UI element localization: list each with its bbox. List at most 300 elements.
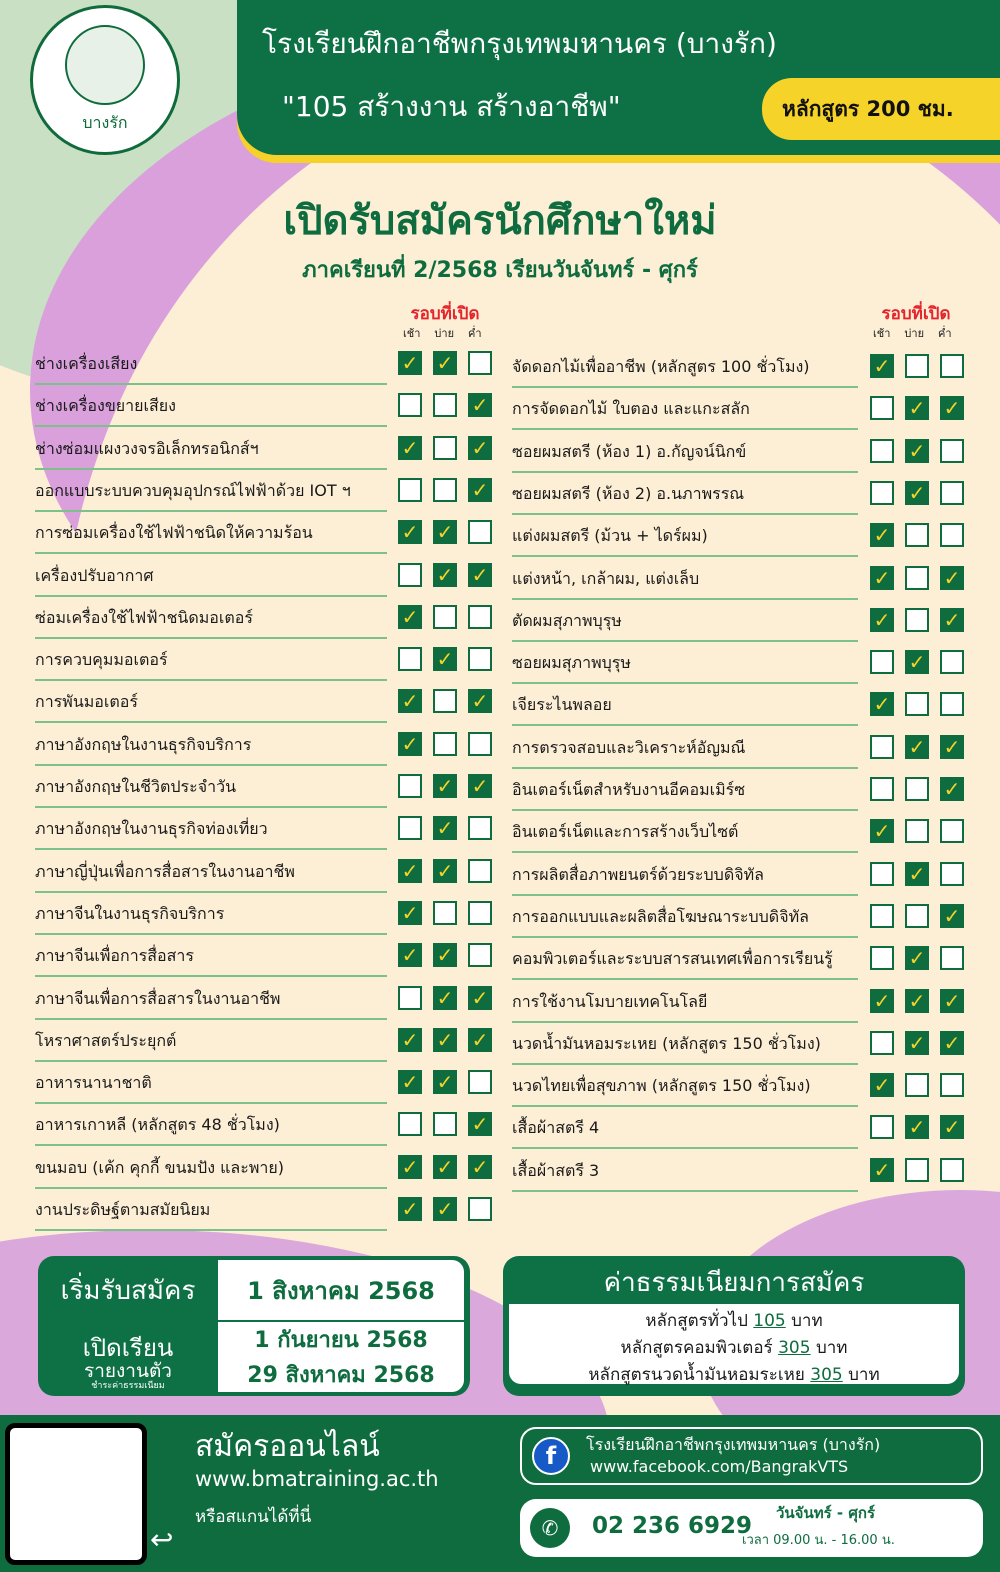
row-divider	[512, 1021, 858, 1023]
checkmark-icon: ✓	[908, 1115, 926, 1140]
course-row	[35, 901, 498, 935]
row-divider	[512, 513, 858, 515]
checkbox-afternoon[interactable]	[433, 436, 457, 460]
course-row	[512, 1073, 970, 1107]
checkbox-afternoon[interactable]	[433, 943, 457, 967]
checkbox-morning[interactable]	[398, 1028, 422, 1052]
checkmark-icon: ✓	[401, 689, 419, 714]
row-divider	[512, 809, 858, 811]
checkbox-afternoon[interactable]	[905, 946, 929, 970]
checkbox-afternoon[interactable]	[433, 859, 457, 883]
checkbox-evening[interactable]	[468, 1028, 492, 1052]
checkbox-morning[interactable]	[870, 481, 894, 505]
checkbox-evening[interactable]	[940, 1115, 964, 1139]
course-row	[512, 777, 970, 811]
checkbox-morning[interactable]	[870, 523, 894, 547]
row-divider	[35, 425, 387, 427]
checkmark-icon: ✓	[873, 607, 891, 632]
rounds-heading: รอบที่เปิด	[410, 304, 480, 324]
row-divider	[35, 595, 387, 597]
course-row	[512, 819, 970, 853]
checkbox-morning[interactable]	[398, 1197, 422, 1221]
course-name: การซ่อมเครื่องใช้ไฟฟ้าชนิดให้ความร้อน	[35, 523, 313, 543]
checkmark-icon: ✓	[873, 565, 891, 590]
checkbox-afternoon[interactable]	[433, 393, 457, 417]
row-divider	[35, 1144, 387, 1146]
checkbox-evening[interactable]	[940, 1073, 964, 1097]
checkbox-evening[interactable]	[468, 478, 492, 502]
row-divider	[512, 851, 858, 853]
row-divider	[512, 1147, 858, 1149]
checkbox-afternoon[interactable]	[433, 689, 457, 713]
evening-label: ค่ำ	[938, 327, 952, 340]
checkmark-icon: ✓	[873, 819, 891, 844]
course-name: ออกแบบระบบควบคุมอุปกรณ์ไฟฟ้าด้วย IOT ฯ	[35, 480, 351, 500]
course-row	[35, 605, 498, 639]
facebook-url[interactable]: www.facebook.com/BangrakVTS	[590, 1457, 849, 1476]
course-row	[512, 1115, 970, 1149]
course-name: ซอยผมสุภาพบุรุษ	[512, 653, 631, 673]
course-row	[35, 859, 498, 893]
afternoon-label: บ่าย	[904, 327, 925, 340]
course-row	[512, 1031, 970, 1065]
checkmark-icon: ✓	[873, 523, 891, 548]
checkbox-afternoon[interactable]	[433, 563, 457, 587]
checkbox-evening[interactable]	[940, 354, 964, 378]
checkbox-evening[interactable]	[468, 351, 492, 375]
checkmark-icon: ✓	[471, 1154, 489, 1179]
round-labels	[403, 324, 482, 342]
checkbox-morning[interactable]	[870, 946, 894, 970]
checkbox-evening[interactable]	[468, 774, 492, 798]
checkbox-morning[interactable]	[870, 1031, 894, 1055]
row-divider	[512, 471, 858, 473]
course-row	[512, 481, 970, 515]
row-divider	[512, 767, 858, 769]
course-row	[35, 351, 498, 385]
checkbox-morning[interactable]	[398, 774, 422, 798]
checkmark-icon: ✓	[471, 985, 489, 1010]
course-row	[35, 1197, 498, 1231]
checkmark-icon: ✓	[401, 731, 419, 756]
course-row	[512, 523, 970, 557]
fees-title: ค่าธรรมเนียมการสมัคร	[603, 1268, 865, 1298]
checkbox-evening[interactable]	[940, 819, 964, 843]
checkbox-morning[interactable]	[870, 904, 894, 928]
checkbox-evening[interactable]	[468, 647, 492, 671]
checkbox-evening[interactable]	[940, 396, 964, 420]
course-name: ซอยผมสตรี (ห้อง 1) อ.กัญจน์นิกข์	[512, 441, 747, 461]
office-days: วันจันทร์ - ศุกร์	[776, 1504, 875, 1522]
checkmark-icon: ✓	[908, 396, 926, 421]
checkbox-morning[interactable]	[870, 396, 894, 420]
checkmark-icon: ✓	[471, 393, 489, 418]
checkmark-icon: ✓	[943, 903, 961, 928]
row-divider	[512, 386, 858, 388]
course-row	[512, 608, 970, 642]
checkbox-evening[interactable]	[468, 1197, 492, 1221]
checkbox-morning[interactable]	[398, 859, 422, 883]
checkbox-morning[interactable]	[398, 520, 422, 544]
logo-text: บางรัก	[82, 112, 128, 132]
checkbox-evening[interactable]	[940, 692, 964, 716]
checkbox-afternoon[interactable]	[433, 478, 457, 502]
row-divider	[512, 1105, 858, 1107]
checkbox-evening[interactable]	[940, 904, 964, 928]
checkbox-morning[interactable]	[870, 862, 894, 886]
checkbox-afternoon[interactable]	[905, 777, 929, 801]
checkbox-evening[interactable]	[940, 1158, 964, 1182]
course-name: ช่างซ่อมแผงวงจรอิเล็กทรอนิกส์ฯ	[35, 438, 259, 458]
course-name: จัดดอกไม้เพื่ออาชีพ (หลักสูตร 100 ชั่วโมง)	[512, 357, 810, 376]
afternoon-label: บ่าย	[434, 327, 455, 340]
course-row	[35, 689, 498, 723]
checkbox-morning[interactable]	[398, 478, 422, 502]
row-divider	[35, 764, 387, 766]
course-name: การตรวจสอบและวิเคราะห์อัญมณี	[512, 737, 746, 757]
checkbox-morning[interactable]	[870, 692, 894, 716]
checkbox-morning[interactable]	[870, 354, 894, 378]
course-row	[35, 1028, 498, 1062]
checkmark-icon: ✓	[401, 900, 419, 925]
row-divider	[35, 806, 387, 808]
course-name: ซอยผมสตรี (ห้อง 2) อ.นภาพรรณ	[512, 483, 745, 503]
course-row	[35, 436, 498, 470]
website-link[interactable]: www.bmatraining.ac.th	[195, 1467, 439, 1491]
checkbox-afternoon[interactable]	[433, 732, 457, 756]
school-logo	[30, 5, 180, 155]
course-name: ภาษาจีนในงานธุรกิจบริการ	[35, 903, 225, 923]
phone-number[interactable]: 02 236 6929	[592, 1513, 753, 1539]
checkmark-icon: ✓	[873, 354, 891, 378]
checkbox-afternoon[interactable]	[433, 647, 457, 671]
checkbox-afternoon[interactable]	[433, 816, 457, 840]
checkbox-evening[interactable]	[468, 520, 492, 544]
course-name: ภาษาจีนเพื่อการสื่อสารในงานอาชีพ	[35, 988, 281, 1008]
row-divider	[35, 468, 387, 470]
checkbox-evening[interactable]	[468, 901, 492, 925]
checkbox-afternoon[interactable]	[905, 354, 929, 378]
checkbox-evening[interactable]	[940, 777, 964, 801]
course-name: การพันมอเตอร์	[35, 692, 138, 712]
course-row	[35, 816, 498, 850]
checkbox-evening[interactable]	[940, 608, 964, 632]
checkbox-afternoon[interactable]	[433, 901, 457, 925]
checkbox-morning[interactable]	[870, 1115, 894, 1139]
course-name: การจัดดอกไม้ ใบตอง และแกะสลัก	[512, 399, 750, 419]
facebook-name: โรงเรียนฝึกอาชีพกรุงเทพมหานคร (บางรัก)	[586, 1435, 881, 1454]
checkbox-afternoon[interactable]	[905, 735, 929, 759]
checkbox-afternoon[interactable]	[905, 989, 929, 1013]
open-date: 1 กันยายน 2568	[218, 1322, 464, 1356]
row-divider	[35, 933, 387, 935]
checkbox-morning[interactable]	[398, 393, 422, 417]
checkbox-evening[interactable]	[940, 439, 964, 463]
checkbox-afternoon[interactable]	[433, 1112, 457, 1136]
course-name: นวดน้ำมันหอมระเหย (หลักสูตร 150 ชั่วโมง)	[512, 1033, 821, 1053]
checkmark-icon: ✓	[943, 1030, 961, 1055]
course-row	[35, 647, 498, 681]
open-label: เปิดเรียน	[82, 1334, 174, 1362]
checkbox-morning[interactable]	[870, 439, 894, 463]
row-divider	[512, 598, 858, 600]
checkbox-morning[interactable]	[398, 732, 422, 756]
checkmark-icon: ✓	[873, 1073, 891, 1098]
checkmark-icon: ✓	[471, 477, 489, 502]
course-name: เสื้อผ้าสตรี 4	[512, 1118, 600, 1138]
checkbox-afternoon[interactable]	[905, 692, 929, 716]
checkmark-icon: ✓	[436, 774, 454, 798]
school-name: โรงเรียนฝึกอาชีพกรุงเทพมหานคร (บางรัก)	[262, 27, 777, 60]
checkmark-icon: ✓	[908, 438, 926, 463]
checkbox-evening[interactable]	[940, 946, 964, 970]
row-divider	[35, 891, 387, 893]
checkbox-afternoon[interactable]	[433, 1197, 457, 1221]
row-divider	[35, 975, 387, 977]
checkbox-morning[interactable]	[398, 689, 422, 713]
course-row	[512, 396, 970, 430]
arrow-icon: ↩	[150, 1523, 174, 1556]
course-name: แต่งหน้า, เกล้าผม, แต่งเล็บ	[512, 568, 700, 588]
course-name: โหราศาสตร์ประยุกต์	[35, 1030, 177, 1050]
fee-item	[509, 1308, 959, 1335]
checkmark-icon: ✓	[873, 1157, 891, 1182]
checkbox-evening[interactable]	[468, 1070, 492, 1094]
checkbox-evening[interactable]	[940, 523, 964, 547]
row-divider	[512, 640, 858, 642]
checkmark-icon: ✓	[908, 988, 926, 1013]
course-name: เจียระไนพลอย	[512, 695, 612, 715]
checkbox-morning[interactable]	[398, 605, 422, 629]
course-row	[35, 1112, 498, 1146]
row-divider	[512, 978, 858, 980]
checkmark-icon: ✓	[436, 816, 454, 841]
checkbox-evening[interactable]	[468, 816, 492, 840]
checkbox-morning[interactable]	[398, 901, 422, 925]
checkbox-evening[interactable]	[468, 689, 492, 713]
evening-label: ค่ำ	[468, 327, 482, 340]
round-labels	[873, 324, 952, 342]
checkmark-icon: ✓	[436, 647, 454, 672]
row-divider	[512, 682, 858, 684]
row-divider	[35, 637, 387, 639]
qr-code[interactable]	[5, 1423, 147, 1565]
checkbox-afternoon[interactable]	[905, 439, 929, 463]
checkbox-morning[interactable]	[398, 436, 422, 460]
checkbox-afternoon[interactable]	[905, 566, 929, 590]
course-name: ซ่อมเครื่องใช้ไฟฟ้าชนิดมอเตอร์	[35, 607, 253, 627]
checkmark-icon: ✓	[436, 1027, 454, 1052]
checkmark-icon: ✓	[401, 1154, 419, 1179]
checkmark-icon: ✓	[908, 480, 926, 505]
checkbox-afternoon[interactable]	[905, 904, 929, 928]
course-row	[35, 986, 498, 1020]
facebook-icon: f	[532, 1437, 570, 1475]
header-banner	[237, 0, 1000, 163]
checkbox-morning[interactable]	[398, 816, 422, 840]
course-row	[512, 735, 970, 769]
fee-item	[509, 1335, 959, 1362]
report-date: 29 สิงหาคม 2568	[218, 1356, 464, 1392]
checkbox-morning[interactable]	[870, 1158, 894, 1182]
course-name: งานประดิษฐ์ตามสมัยนิยม	[35, 1200, 211, 1219]
checkbox-afternoon[interactable]	[433, 1155, 457, 1179]
checkbox-evening[interactable]	[940, 735, 964, 759]
checkbox-evening[interactable]	[468, 732, 492, 756]
course-name: การควบคุมมอเตอร์	[35, 650, 168, 670]
fees-list	[509, 1304, 959, 1384]
checkbox-morning[interactable]	[870, 566, 894, 590]
row-divider	[35, 1102, 387, 1104]
checkmark-icon: ✓	[908, 734, 926, 759]
course-row	[35, 943, 498, 977]
checkbox-afternoon[interactable]	[905, 523, 929, 547]
checkmark-icon: ✓	[436, 1197, 454, 1221]
course-name: ตัดผมสุภาพบุรุษ	[512, 610, 622, 630]
checkbox-evening[interactable]	[468, 1155, 492, 1179]
checkmark-icon: ✓	[436, 858, 454, 883]
checkbox-evening[interactable]	[940, 1031, 964, 1055]
checkmark-icon: ✓	[436, 520, 454, 545]
checkmark-icon: ✓	[436, 562, 454, 587]
checkbox-morning[interactable]	[870, 735, 894, 759]
phone-box	[520, 1499, 983, 1557]
checkmark-icon: ✓	[401, 1027, 419, 1052]
course-name: การผลิตสื่อภาพยนตร์ด้วยระบบดิจิทัล	[512, 864, 764, 884]
checkbox-afternoon[interactable]	[433, 520, 457, 544]
checkbox-afternoon[interactable]	[905, 608, 929, 632]
course-name: ภาษาจีนเพื่อการสื่อสาร	[35, 946, 194, 966]
checkmark-icon: ✓	[943, 734, 961, 759]
checkmark-icon: ✓	[401, 435, 419, 460]
checkbox-afternoon[interactable]	[905, 650, 929, 674]
checkbox-afternoon[interactable]	[905, 862, 929, 886]
checkbox-afternoon[interactable]	[905, 396, 929, 420]
checkbox-morning[interactable]	[870, 989, 894, 1013]
checkbox-evening[interactable]	[468, 859, 492, 883]
row-divider	[512, 555, 858, 557]
checkmark-icon: ✓	[943, 1115, 961, 1140]
checkbox-evening[interactable]	[940, 566, 964, 590]
fee-unit: บาท	[848, 1365, 880, 1385]
checkmark-icon: ✓	[401, 1070, 419, 1095]
checkbox-morning[interactable]	[870, 1073, 894, 1097]
checkbox-evening[interactable]	[940, 989, 964, 1013]
checkbox-afternoon[interactable]	[905, 1073, 929, 1097]
page-subtitle: ภาคเรียนที่ 2/2568 เรียนวันจันทร์ - ศุกร์	[302, 258, 698, 283]
checkbox-afternoon[interactable]	[433, 774, 457, 798]
checkbox-evening[interactable]	[940, 862, 964, 886]
checkbox-afternoon[interactable]	[433, 986, 457, 1010]
course-name: ภาษาอังกฤษในงานธุรกิจท่องเที่ยว	[35, 819, 268, 839]
checkbox-evening[interactable]	[468, 436, 492, 460]
dates-box	[38, 1256, 470, 1396]
apply-online-label: สมัครออนไลน์	[195, 1429, 380, 1464]
checkbox-morning[interactable]	[870, 608, 894, 632]
checkbox-morning[interactable]	[870, 650, 894, 674]
checkbox-afternoon[interactable]	[433, 1070, 457, 1094]
checkmark-icon: ✓	[401, 520, 419, 545]
checkbox-evening[interactable]	[940, 481, 964, 505]
checkbox-evening[interactable]	[468, 605, 492, 629]
row-divider	[35, 552, 387, 554]
row-divider	[35, 679, 387, 681]
checkbox-evening[interactable]	[468, 943, 492, 967]
checkmark-icon: ✓	[401, 604, 419, 629]
course-row	[512, 566, 970, 600]
fee-amount: 105	[753, 1311, 786, 1331]
report-label: รายงานตัว	[84, 1360, 172, 1382]
checkbox-morning[interactable]	[870, 819, 894, 843]
checkbox-afternoon[interactable]	[905, 819, 929, 843]
checkbox-evening[interactable]	[940, 650, 964, 674]
checkbox-morning[interactable]	[398, 1155, 422, 1179]
checkmark-icon: ✓	[401, 351, 419, 375]
fee-amount: 305	[778, 1338, 811, 1358]
checkbox-evening[interactable]	[468, 393, 492, 417]
checkmark-icon: ✓	[908, 861, 926, 886]
checkbox-afternoon[interactable]	[905, 1031, 929, 1055]
checkmark-icon: ✓	[873, 692, 891, 717]
apply-date: 1 สิงหาคม 2568	[218, 1260, 464, 1320]
row-divider	[512, 428, 858, 430]
checkbox-afternoon[interactable]	[905, 1158, 929, 1182]
checkbox-morning[interactable]	[398, 1070, 422, 1094]
course-row	[512, 862, 970, 896]
checkbox-morning[interactable]	[398, 1112, 422, 1136]
checkbox-morning[interactable]	[398, 647, 422, 671]
checkmark-icon: ✓	[401, 943, 419, 968]
checkbox-afternoon[interactable]	[905, 481, 929, 505]
checkbox-morning[interactable]	[870, 777, 894, 801]
facebook-box[interactable]	[520, 1427, 983, 1485]
course-row	[512, 989, 970, 1023]
course-hours-badge: หลักสูตร 200 ชม.	[762, 78, 1000, 140]
checkbox-evening[interactable]	[468, 986, 492, 1010]
checkmark-icon: ✓	[436, 1154, 454, 1179]
checkmark-icon: ✓	[471, 1112, 489, 1137]
checkbox-morning[interactable]	[398, 943, 422, 967]
checkmark-icon: ✓	[471, 435, 489, 460]
page-title: เปิดรับสมัครนักศึกษาใหม่	[283, 198, 717, 244]
checkbox-afternoon[interactable]	[433, 351, 457, 375]
checkbox-evening[interactable]	[468, 1112, 492, 1136]
checkbox-afternoon[interactable]	[433, 605, 457, 629]
checkmark-icon: ✓	[401, 858, 419, 883]
checkbox-evening[interactable]	[468, 563, 492, 587]
course-name: อินเตอร์เน็ตและการสร้างเว็บไซต์	[512, 822, 739, 842]
fee-amount: 305	[810, 1365, 843, 1385]
course-name: อาหารเกาหลี (หลักสูตร 48 ชั่วโมง)	[35, 1115, 280, 1135]
course-row	[35, 1070, 498, 1104]
course-row	[35, 520, 498, 554]
course-name: การออกแบบและผลิตสื่อโฆษณาระบบดิจิทัล	[512, 906, 809, 926]
course-name: เครื่องปรับอากาศ	[35, 565, 154, 585]
row-divider	[512, 1063, 858, 1065]
phone-icon: ✆	[530, 1508, 570, 1548]
checkbox-morning[interactable]	[398, 986, 422, 1010]
course-name: อาหารนานาชาติ	[35, 1073, 152, 1093]
checkbox-afternoon[interactable]	[433, 1028, 457, 1052]
row-divider	[512, 936, 858, 938]
checkbox-afternoon[interactable]	[905, 1115, 929, 1139]
checkmark-icon: ✓	[471, 774, 489, 798]
checkbox-morning[interactable]	[398, 563, 422, 587]
course-name: ภาษาอังกฤษในชีวิตประจำวัน	[35, 777, 237, 796]
checkmark-icon: ✓	[943, 565, 961, 590]
course-name: ภาษาอังกฤษในงานธุรกิจบริการ	[35, 734, 252, 754]
checkbox-morning[interactable]	[398, 351, 422, 375]
